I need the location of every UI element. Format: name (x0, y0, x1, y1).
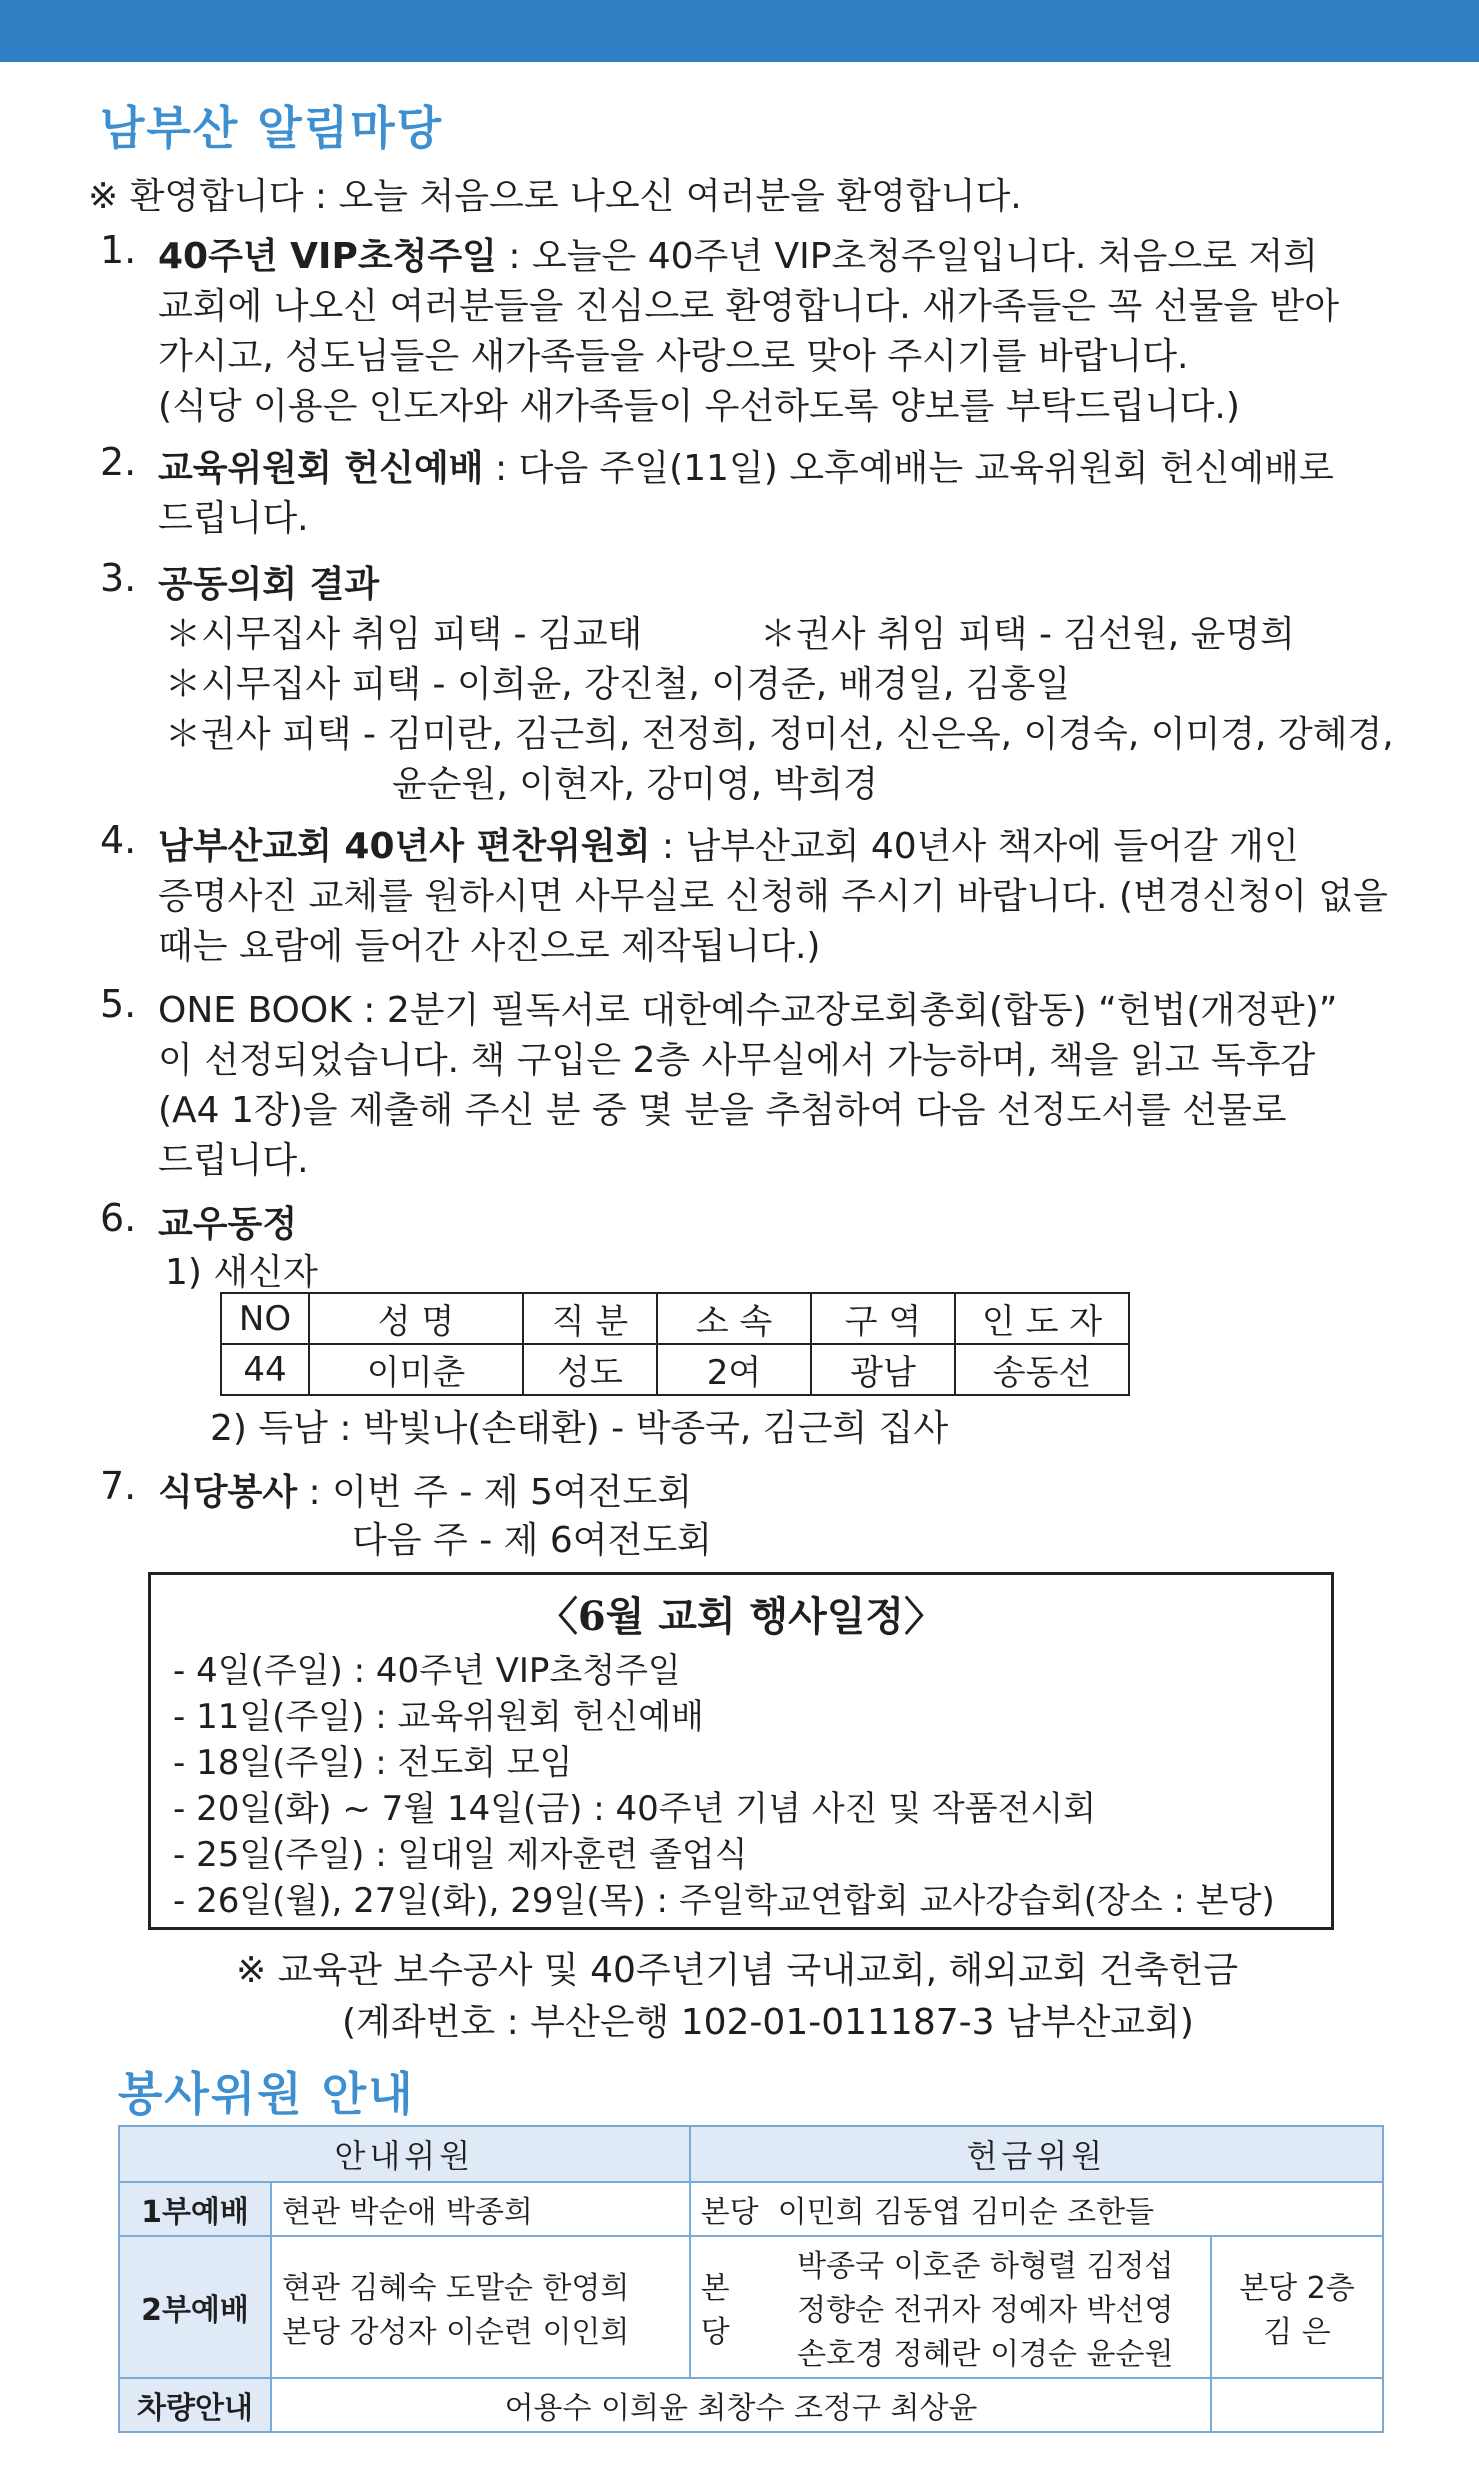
item-3-line-3: ＊시무집사 피택 - 이희윤, 강진철, 이경준, 배경일, 김홍일 (165, 664, 1071, 705)
item-6-sub-birth: 2) 득남 : 박빛나(손태환) - 박종국, 김근희 집사 (210, 1408, 949, 1449)
item-3-heading: 공동의회 결과 (158, 564, 380, 605)
th-no: NO (221, 1293, 309, 1344)
section-title-volunteers: 봉사위원 안내 (118, 2067, 415, 2121)
th-group: 소 속 (657, 1293, 811, 1344)
item-7-line-1: 식당봉사 : 이번 주 - 제 5여전도회 (158, 1472, 693, 1513)
row-label-service-2: 2부예배 (119, 2236, 271, 2378)
item-5-number: 5. (100, 982, 137, 1026)
item-7-line-2: 다음 주 - 제 6여전도회 (352, 1520, 712, 1561)
th-title: 직 분 (523, 1293, 657, 1344)
item-3-line-5: 윤순원, 이현자, 강미영, 박희경 (392, 764, 878, 805)
table-row (119, 2236, 1383, 2378)
volunteer-table-header (119, 2126, 1383, 2182)
item-6-heading: 교우동정 (158, 1204, 298, 1245)
table-row (119, 2182, 1383, 2236)
item-3-line-1: ＊시무집사 취임 피택 - 김교태 (165, 614, 643, 655)
service-2-offering-names: 박종국 이호준 하형렬 김정섭 정향순 전귀자 정예자 박선영 손호경 정혜란 이경순 윤순원 (761, 2236, 1211, 2378)
event-item-6: - 26일(월), 27일(화), 29일(목) : 주일학교연합회 교사강습회(장소 : 본당) (173, 1881, 1275, 1921)
item-7-heading: 식당봉사 (158, 1472, 298, 1513)
td-group: 2여 (657, 1344, 811, 1395)
event-item-2: - 11일(주일) : 교육위원회 헌신예배 (173, 1697, 704, 1737)
table-row (221, 1344, 1129, 1395)
item-5-line-1: ONE BOOK : 2분기 필독서로 대한예수교장로회총회(합동) “헌법(개정판)” (158, 990, 1338, 1031)
td-no: 44 (221, 1344, 309, 1395)
header-guide: 안내위원 (119, 2126, 690, 2182)
header-offering: 헌금위원 (690, 2126, 1383, 2182)
events-title: 〈6월 교회 행사일정〉 (537, 1593, 945, 1640)
event-item-3: - 18일(주일) : 전도회 모임 (173, 1743, 573, 1783)
event-item-5: - 25일(주일) : 일대일 제자훈련 졸업식 (173, 1835, 748, 1875)
welcome-text: ※ 환영합니다 : 오늘 처음으로 나오신 여러분을 환영합니다. (88, 176, 1022, 217)
volunteer-table (118, 2125, 1384, 2433)
item-7-number: 7. (100, 1464, 137, 1508)
service-2-extra: 본당 2층 김 은 (1211, 2236, 1383, 2378)
td-guide: 송동선 (955, 1344, 1129, 1395)
table-row (119, 2378, 1383, 2432)
service-2-offering-place: 본당 (690, 2236, 761, 2378)
row-label-service-1: 1부예배 (119, 2182, 271, 2236)
item-1-line-3: 가시고, 성도님들은 새가족들을 사랑으로 맞아 주시기를 바랍니다. (158, 336, 1189, 377)
item-3-number: 3. (100, 556, 137, 600)
th-name: 성 명 (309, 1293, 523, 1344)
item-2-line-1: 교육위원회 헌신예배 : 다음 주일(11일) 오후예배는 교육위원회 헌신예배로 (158, 448, 1334, 489)
item-3-line-2: ＊권사 취임 피택 - 김선원, 윤명희 (760, 614, 1295, 655)
td-name: 이미춘 (309, 1344, 523, 1395)
item-1-number: 1. (100, 228, 137, 272)
item-4-line-3: 때는 요람에 들어간 사진으로 제작됩니다.) (158, 926, 821, 967)
item-3-line-4: ＊권사 피택 - 김미란, 김근희, 전정희, 정미선, 신은옥, 이경숙, 이미경, 강혜경, (165, 714, 1394, 755)
june-events-box (148, 1572, 1334, 1930)
item-4-line-2: 증명사진 교체를 원하시면 사무실로 신청해 주시기 바랍니다. (변경신청이 없을 (158, 876, 1388, 917)
service-1-guides: 현관 박순애 박종희 (271, 2182, 690, 2236)
service-2-guides: 현관 김혜숙 도말순 한영희 본당 강성자 이순련 이인희 (271, 2236, 690, 2378)
item-5-line-2: 이 선정되었습니다. 책 구입은 2층 사무실에서 가능하며, 책을 읽고 독후감 (158, 1040, 1316, 1081)
item-4-heading: 남부산교회 40년사 편찬위원회 (158, 826, 651, 867)
td-title: 성도 (523, 1344, 657, 1395)
item-4-line-1: 남부산교회 40년사 편찬위원회 : 남부산교회 40년사 책자에 들어갈 개인 (158, 826, 1299, 867)
item-1-line-2: 교회에 나오신 여러분들을 진심으로 환영합니다. 새가족들은 꼭 선물을 받아 (158, 286, 1340, 327)
item-4-number: 4. (100, 818, 137, 862)
offering-note-2: (계좌번호 : 부산은행 102-01-011187-3 남부산교회) (342, 2002, 1194, 2043)
th-district: 구 역 (811, 1293, 955, 1344)
item-6-sub-newcomers: 1) 새신자 (165, 1252, 318, 1293)
newcomer-table (220, 1292, 1130, 1396)
section-title-notices: 남부산 알림마당 (100, 101, 444, 155)
event-item-4: - 20일(화) ~ 7월 14일(금) : 40주년 기념 사진 및 작품전시회 (173, 1789, 1097, 1829)
td-district: 광남 (811, 1344, 955, 1395)
event-item-1: - 4일(주일) : 40주년 VIP초청주일 (173, 1651, 681, 1691)
th-guide: 인 도 자 (955, 1293, 1129, 1344)
vehicle-names: 어용수 이희윤 최창수 조정구 최상윤 (271, 2378, 1211, 2432)
top-color-bar (0, 0, 1479, 62)
item-5-line-3: (A4 1장)을 제출해 주신 분 중 몇 분을 추첨하여 다음 선정도서를 선물로 (158, 1090, 1287, 1131)
newcomer-table-header (221, 1293, 1129, 1344)
item-2-number: 2. (100, 440, 137, 484)
item-2-line-2: 드립니다. (158, 498, 309, 539)
offering-note-1: ※ 교육관 보수공사 및 40주년기념 국내교회, 해외교회 건축헌금 (236, 1950, 1239, 1991)
item-1-line-1: 40주년 VIP초청주일 : 오늘은 40주년 VIP초청주일입니다. 처음으로 저희 (158, 236, 1318, 277)
item-5-heading: ONE BOOK (158, 990, 352, 1031)
row-label-vehicle: 차량안내 (119, 2378, 271, 2432)
item-1-heading: 40주년 VIP초청주일 (158, 236, 497, 277)
item-2-heading: 교육위원회 헌신예배 (158, 448, 484, 489)
service-1-offering: 본당 이민희 김동엽 김미순 조한들 (690, 2182, 1383, 2236)
item-5-line-4: 드립니다. (158, 1140, 309, 1181)
item-1-line-4: (식당 이용은 인도자와 새가족들이 우선하도록 양보를 부탁드립니다.) (158, 386, 1240, 427)
vehicle-empty-cell (1211, 2378, 1383, 2432)
item-6-number: 6. (100, 1196, 137, 1240)
